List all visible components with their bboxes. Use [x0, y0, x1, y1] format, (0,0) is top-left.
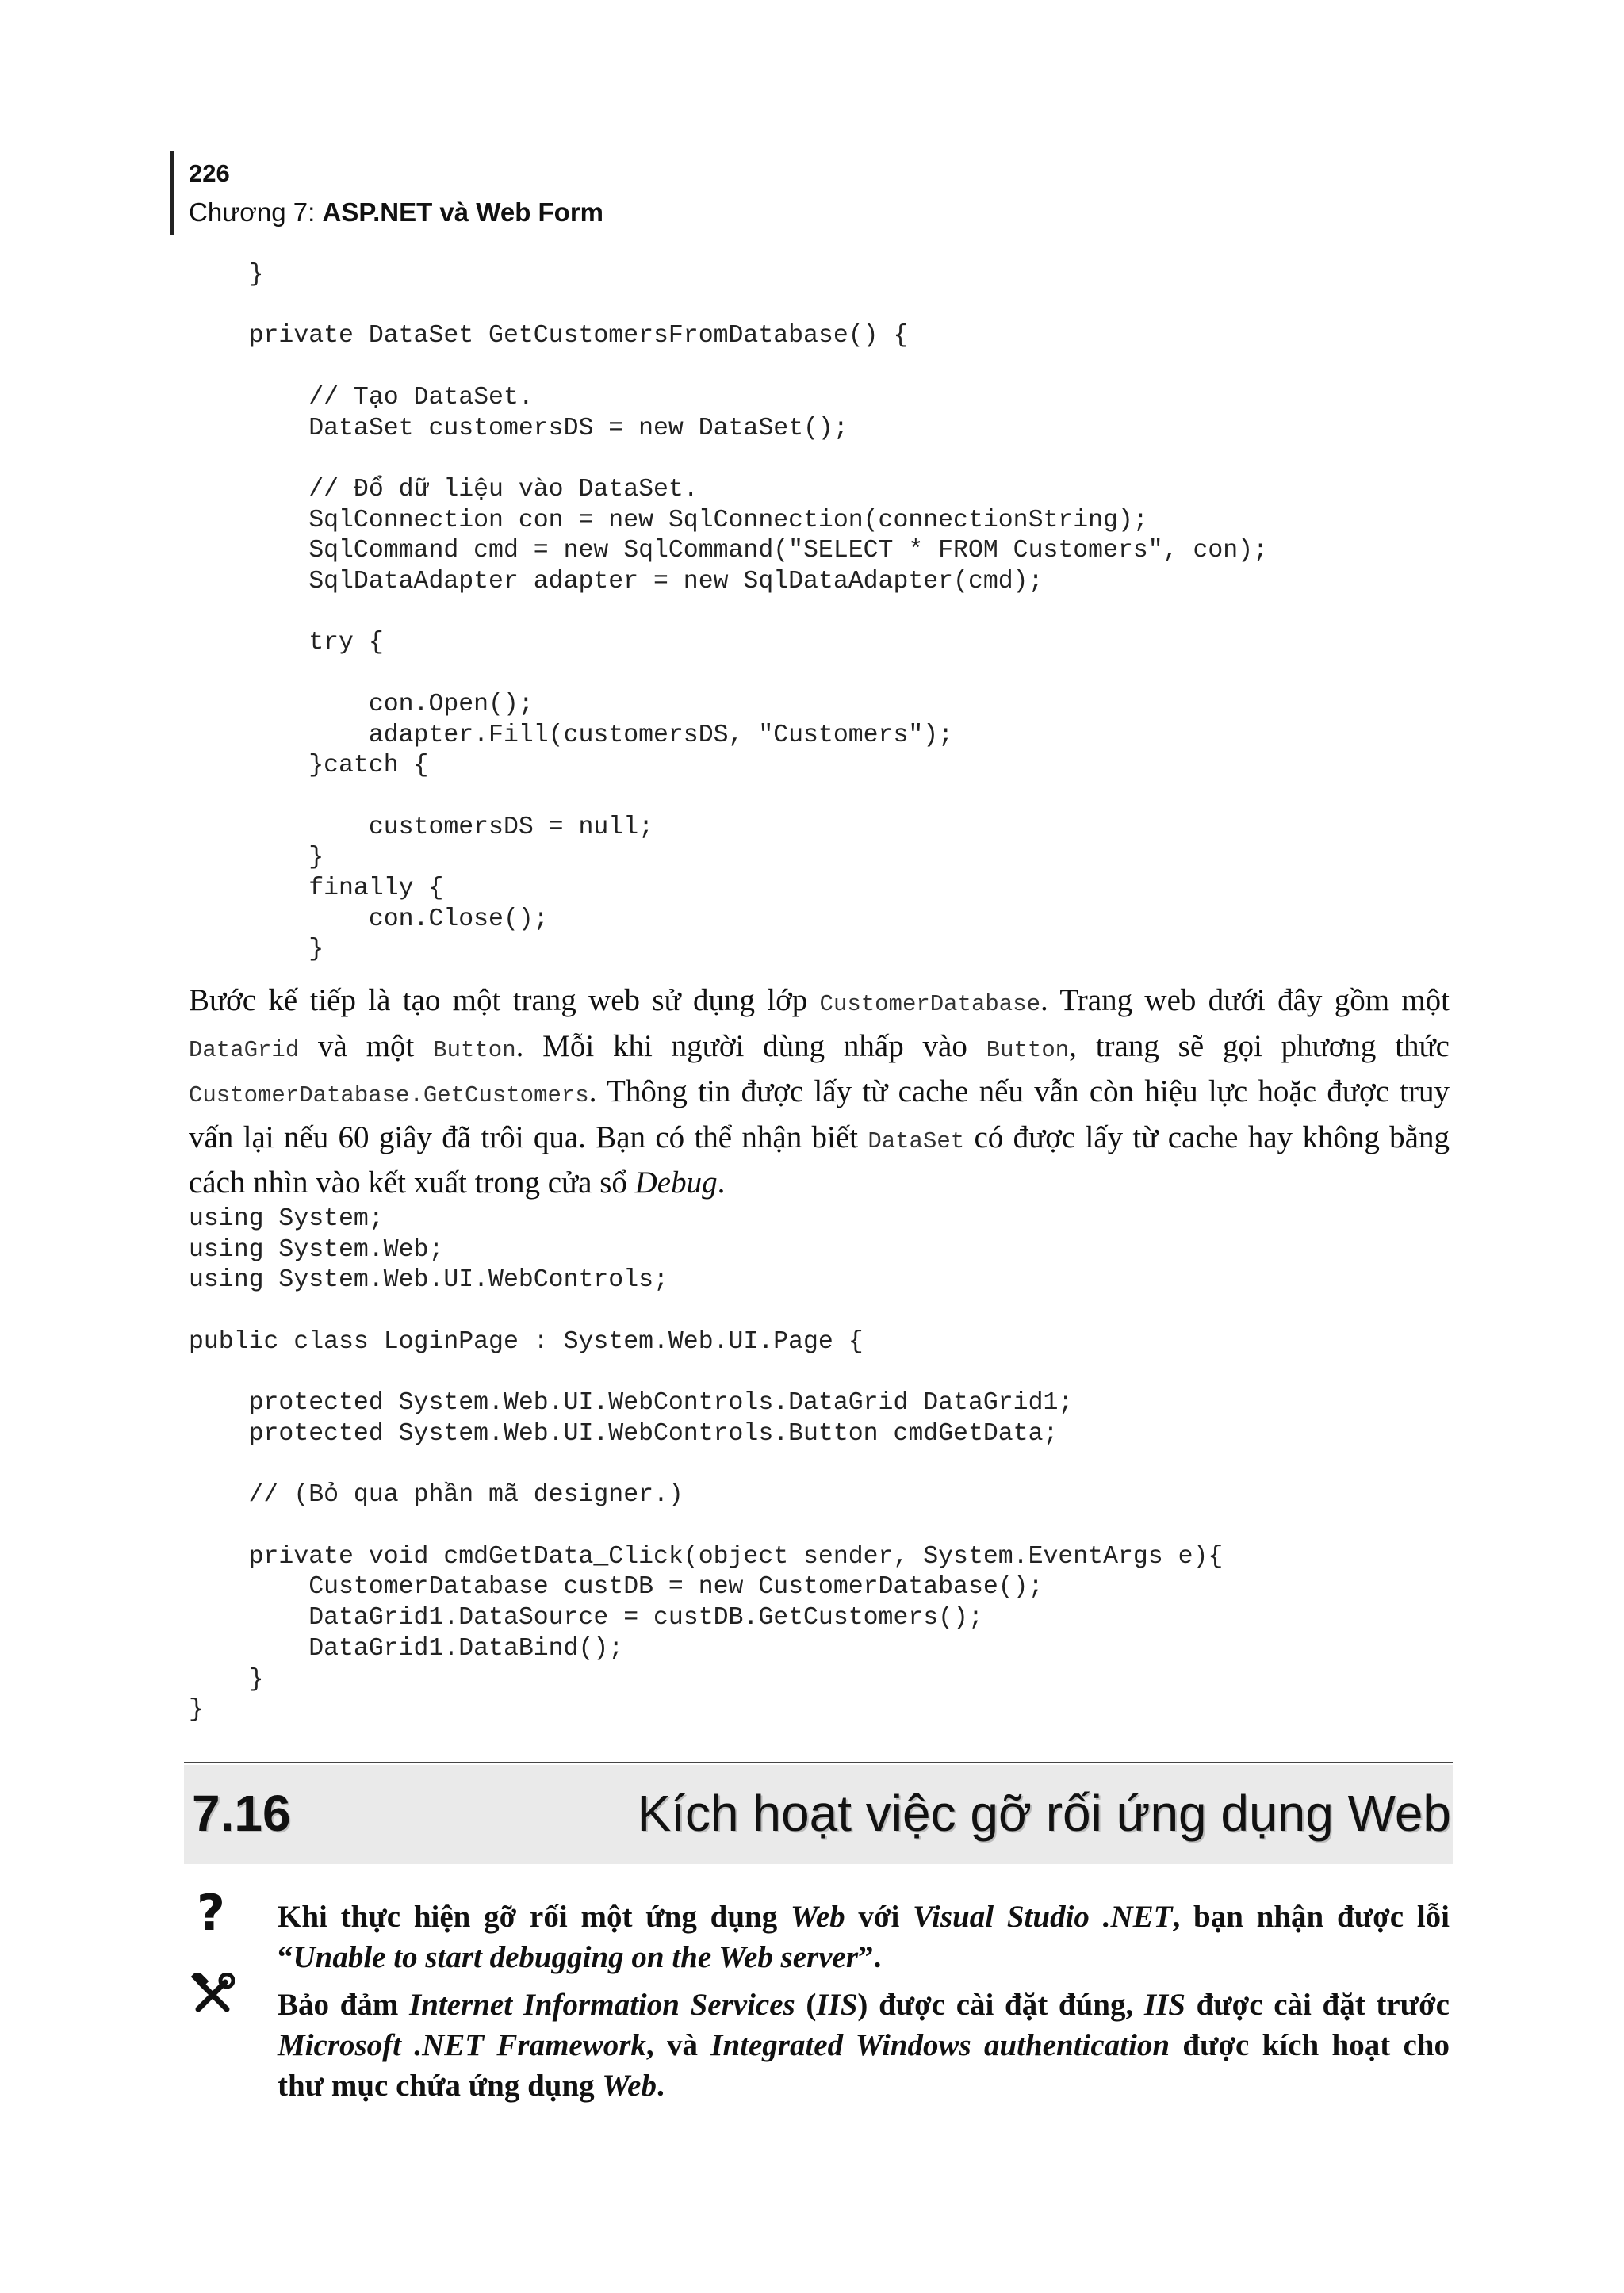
italic-run: Visual Studio .NET [913, 1900, 1173, 1934]
text-run: . Trang web dưới đây gồm một [1040, 983, 1450, 1017]
italic-run: Debug [634, 1166, 718, 1200]
text-run: ) được cài đặt đúng, [857, 1988, 1144, 2022]
inline-code: DataSet [868, 1127, 965, 1154]
inline-code: CustomerDatabase.GetCustomers [189, 1082, 589, 1108]
italic-run: Integrated Windows authentication [710, 2028, 1170, 2062]
italic-run: Internet Information Services [409, 1988, 795, 2022]
text-run: . [717, 1166, 726, 1200]
inline-code: Button [433, 1036, 516, 1063]
tools-icon [190, 1973, 235, 2028]
chapter-title: ASP.NET và Web Form [322, 197, 604, 227]
text-run: ( [795, 1988, 817, 2022]
code-block-get-customers-from-database: } private DataSet GetCustomersFromDatabase() { // Tạo DataSet. DataSet customersDS = new DataSet(); // Đổ dữ liệu vào DataSet. SqlConnection con = new SqlConnection(connectionString); SqlCommand cmd = new SqlCommand("SELECT * FROM Customers", con); SqlDataAdapter adapter = new SqlDataAdapter(cmd); try { con.Open(); adapter.Fill(customersDS, "Customers"); }catch { customersDS = null; } finally { con.Close(); } [248, 261, 1269, 964]
italic-run: IIS [1143, 1988, 1185, 2022]
text-run: Khi thực hiện gỡ rối một ứng dụng [278, 1900, 791, 1934]
question-icon: ? [197, 1884, 225, 1942]
text-run: . Thông tin được lấy từ cache nếu vẫn còn hiệu lực hoặc được truy vấn lại nếu 60 giây đã trôi qua. Bạn có thể nhận biết [189, 1074, 1450, 1154]
code-block-login-page: using System; using System.Web; using System.Web.UI.WebControls; public class LoginPage : System.Web.UI.Page { protected System.Web.UI.WebControls.DataGrid DataGrid1; protected System.Web.UI.WebControls.Button cmdGetData; // (Bỏ qua phần mã designer.) private void cmdGetData_Click(object sender, System.EventArgs e){ CustomerDatabase custDB = new CustomerDatabase(); DataGrid1.DataSource = custDB.GetCustomers(); DataGrid1.DataBind(); } } [189, 1205, 1224, 1725]
text-run: được cài đặt trước [1185, 1988, 1450, 2022]
text-run: Bước kế tiếp là tạo một trang web sử dụng lớp [189, 983, 820, 1017]
chapter-header [189, 197, 603, 228]
text-run: có được lấy từ cache hay không bằng cách nhìn vào kết xuất trong cửa sổ [189, 1120, 1450, 1200]
section-divider [184, 1762, 1453, 1763]
section-number: 7.16 [192, 1785, 291, 1842]
text-run: với [845, 1900, 914, 1934]
problem-statement [278, 1897, 1450, 1977]
inline-code: CustomerDatabase [819, 991, 1040, 1017]
text-run: Bảo đảm [278, 1988, 410, 2022]
inline-code: Button [986, 1036, 1070, 1063]
text-run: , bạn nhận được lỗi “ [278, 1900, 1450, 1974]
chapter-prefix: Chương 7: [189, 197, 323, 227]
italic-run: IIS [816, 1988, 858, 2022]
italic-run: Web [602, 2069, 657, 2103]
text-run: và một [299, 1028, 434, 1063]
hammer-wrench-icon [190, 1973, 235, 2017]
solution-statement [278, 1985, 1450, 2106]
text-run: , và [645, 2028, 711, 2062]
italic-run: Unable to start debugging on the Web server [293, 1940, 859, 1974]
text-run: . Mỗi khi người dùng nhấp vào [515, 1028, 986, 1063]
text-run: được kích hoạt cho thư mục chứa ứng dụng [278, 2028, 1450, 2103]
page-number: 226 [189, 159, 230, 187]
text-run: . [656, 2069, 665, 2103]
header-rule [170, 151, 174, 235]
italic-run: Web [791, 1900, 845, 1934]
body-paragraph [189, 980, 1450, 1204]
text-run: ”. [858, 1940, 882, 1974]
inline-code: DataGrid [189, 1036, 300, 1063]
section-title: Kích hoạt việc gỡ rối ứng dụng Web [637, 1785, 1451, 1842]
italic-run: Microsoft .NET Framework [278, 2028, 646, 2062]
text-run: , trang sẽ gọi phương thức [1069, 1028, 1450, 1063]
